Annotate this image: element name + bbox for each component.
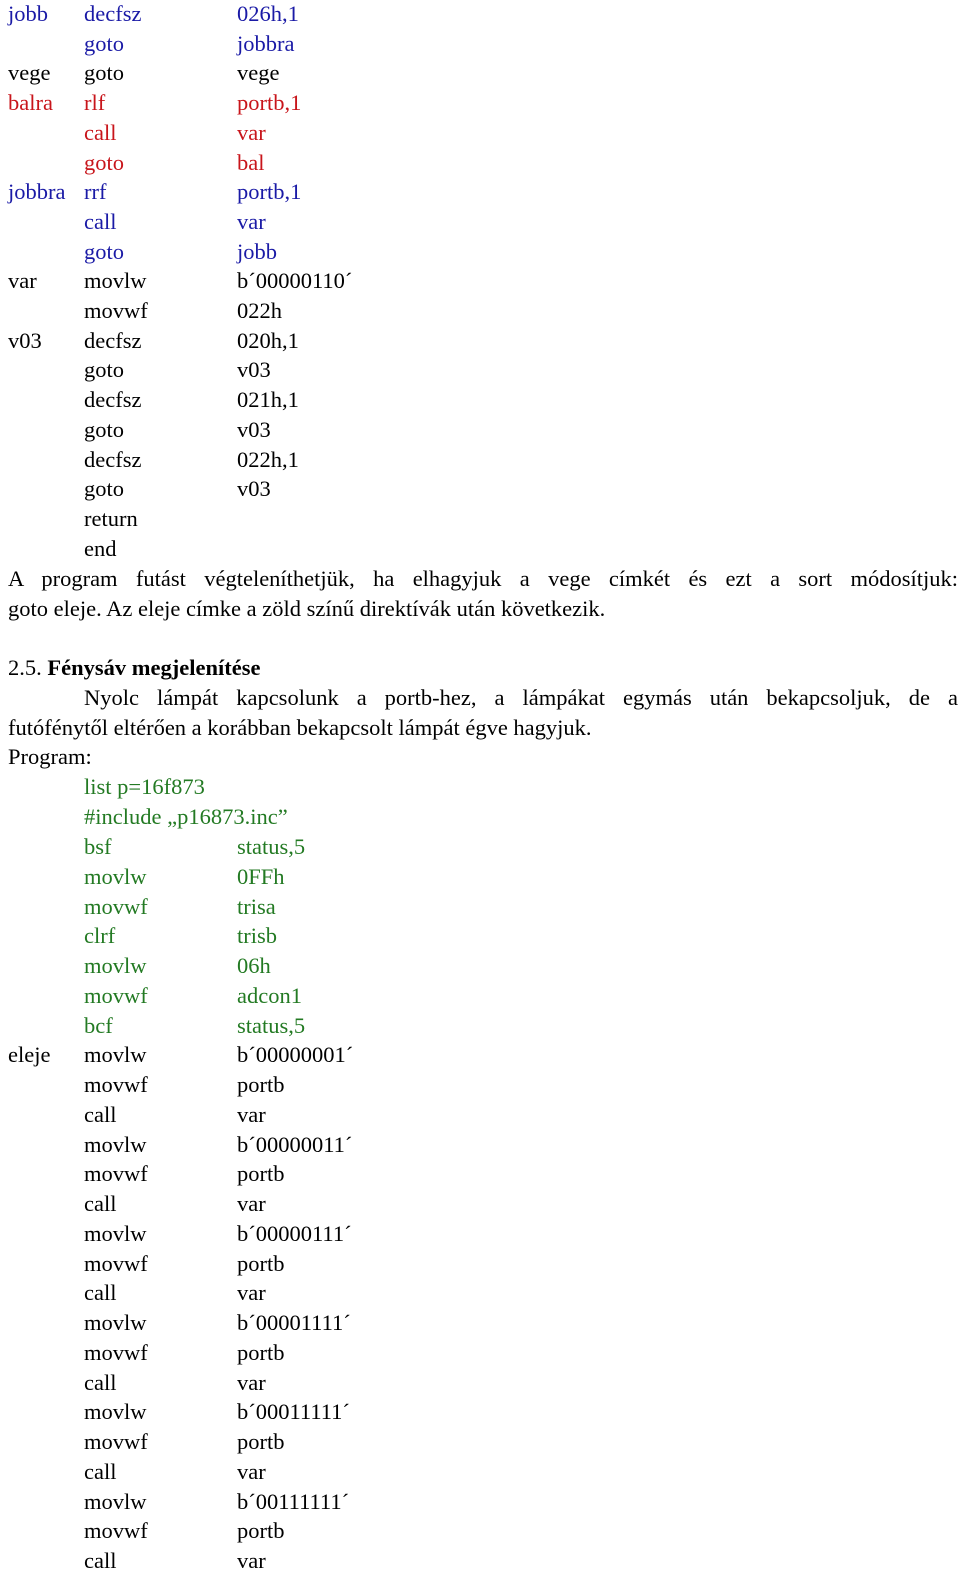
- code-mnemonic: goto: [84, 416, 125, 442]
- code-mnemonic: movwf: [84, 893, 148, 919]
- code-mnemonic: movlw: [84, 1042, 147, 1068]
- code-line: [0, 1040, 960, 1070]
- code-label: v03: [8, 327, 42, 353]
- code-line: [0, 1011, 960, 1041]
- code-line: [0, 832, 960, 862]
- code-line: [0, 921, 960, 951]
- code-mnemonic: decfsz: [84, 1, 142, 26]
- code-line: [0, 415, 960, 445]
- code-operand: 0FFh: [237, 863, 285, 889]
- code-mnemonic: goto: [84, 357, 125, 383]
- code-operand: b´00111111´: [237, 1488, 350, 1514]
- code-operand: status,5: [237, 1012, 306, 1038]
- code-mnemonic: clrf: [84, 923, 116, 949]
- code-operand: portb: [237, 1518, 285, 1544]
- code-mnemonic: call: [84, 208, 117, 234]
- code-line: [0, 1278, 960, 1308]
- paragraph-line: Nyolc lámpát kapcsolunk a portb-hez, a lámpákat egymás után bekapcsoljuk, de a: [84, 685, 958, 710]
- code-operand: b´00000110´: [237, 268, 353, 294]
- code-operand: var: [237, 119, 266, 145]
- code-operand: portb,1: [237, 179, 302, 205]
- code-line: [0, 981, 960, 1011]
- code-mnemonic: movlw: [84, 953, 147, 978]
- code-mnemonic: movlw: [84, 1310, 147, 1335]
- paragraph-line: goto eleje. Az eleje címke a zöld színű direktívák után következik.: [8, 596, 606, 621]
- code-operand: portb: [237, 1072, 285, 1097]
- code-line: [0, 1189, 960, 1219]
- code-line: [0, 1546, 960, 1576]
- code-operand: 020h,1: [237, 327, 299, 353]
- code-line: [0, 237, 960, 267]
- code-operand: var: [237, 1458, 266, 1484]
- paragraph-line: A program futást végteleníthetjük, ha elhagyjuk a vege címkét és ezt a sort módosítjuk:: [8, 566, 958, 591]
- code-mnemonic: call: [84, 1280, 117, 1306]
- section-title: Fénysáv megjelenítése: [47, 655, 261, 680]
- code-line: [0, 951, 960, 981]
- code-line: [0, 207, 960, 237]
- code-mnemonic: call: [84, 1191, 117, 1216]
- code-mnemonic: return: [84, 505, 138, 531]
- code-operand: var: [237, 1548, 266, 1573]
- code-line: [0, 29, 960, 59]
- directive-list: list p=16f873: [84, 774, 205, 799]
- code-operand: v03: [237, 416, 271, 442]
- code-line: [0, 88, 960, 118]
- code-line: [0, 1457, 960, 1487]
- paragraph-line: futófénytől eltérően a korábban bekapcsolt lámpát égve hagyjuk.: [8, 715, 592, 740]
- code-mnemonic: call: [84, 1458, 117, 1484]
- code-operand: b´00000001´: [237, 1042, 354, 1068]
- code-line: [0, 58, 960, 88]
- code-mnemonic: movwf: [84, 1161, 148, 1187]
- code-line: [0, 1130, 960, 1160]
- section-body: [8, 683, 958, 743]
- code-operand: 022h,1: [237, 446, 299, 472]
- code-line: [0, 266, 960, 296]
- code-mnemonic: movwf: [84, 1339, 148, 1365]
- code-operand: b´00011111´: [237, 1399, 350, 1425]
- code-line: [0, 534, 960, 564]
- code-line: [0, 1308, 960, 1338]
- code-operand: v03: [237, 476, 271, 502]
- code-mnemonic: rrf: [84, 179, 107, 205]
- code-operand: status,5: [237, 834, 306, 859]
- code-mnemonic: movwf: [84, 982, 148, 1008]
- section-number: 2.5.: [8, 655, 42, 680]
- code-line: [0, 474, 960, 504]
- code-operand: portb: [237, 1161, 285, 1187]
- code-mnemonic: movwf: [84, 1250, 148, 1276]
- code-mnemonic: movlw: [84, 1220, 147, 1246]
- code-operand: portb: [237, 1339, 285, 1365]
- code-operand: b´00001111´: [237, 1310, 351, 1335]
- code-operand: jobb: [237, 238, 278, 264]
- code-label: jobbra: [8, 179, 66, 205]
- code-operand: 06h: [237, 953, 271, 978]
- code-operand: var: [237, 1280, 266, 1306]
- code-operand: var: [237, 1101, 266, 1127]
- code-line: [0, 504, 960, 534]
- code-operand: vege: [237, 60, 280, 86]
- code-line: [0, 355, 960, 385]
- code-line: [0, 1397, 960, 1427]
- code-line: [0, 1249, 960, 1279]
- code-mnemonic: call: [84, 1369, 117, 1395]
- code-mnemonic: goto: [84, 476, 125, 502]
- code-mnemonic: rlf: [84, 90, 106, 116]
- code-mnemonic: movwf: [84, 1429, 148, 1454]
- code-line: [0, 0, 960, 29]
- code-label: eleje: [8, 1042, 51, 1068]
- code-operand: trisb: [237, 923, 278, 949]
- code-line: [0, 177, 960, 207]
- code-mnemonic: goto: [84, 60, 125, 86]
- code-operand: portb: [237, 1429, 285, 1454]
- code-line: [0, 118, 960, 148]
- code-line: [0, 326, 960, 356]
- code-line: [0, 385, 960, 415]
- code-mnemonic: decfsz: [84, 446, 142, 472]
- code-operand: 022h: [237, 298, 282, 323]
- code-line: [0, 1219, 960, 1249]
- code-operand: portb: [237, 1250, 285, 1276]
- code-line: [0, 1427, 960, 1457]
- code-mnemonic: call: [84, 1548, 117, 1573]
- code-operand: 021h,1: [237, 387, 299, 413]
- code-operand: bal: [237, 149, 265, 175]
- code-mnemonic: decfsz: [84, 327, 142, 353]
- code-line: [0, 1487, 960, 1517]
- code-mnemonic: movlw: [84, 268, 147, 294]
- code-line: [0, 1100, 960, 1130]
- code-mnemonic: movlw: [84, 1131, 147, 1157]
- code-line: [0, 148, 960, 178]
- code-label: balra: [8, 90, 53, 116]
- code-line: [0, 296, 960, 326]
- code-mnemonic: movlw: [84, 1399, 147, 1425]
- code-mnemonic: call: [84, 1101, 117, 1127]
- code-line: [0, 1516, 960, 1546]
- code-operand: portb,1: [237, 90, 302, 116]
- code-operand: var: [237, 208, 266, 234]
- code-line: [0, 1159, 960, 1189]
- code-operand: var: [237, 1369, 266, 1395]
- code-line: [0, 1338, 960, 1368]
- code-operand: adcon1: [237, 982, 302, 1008]
- code-operand: v03: [237, 357, 271, 383]
- code-label: var: [8, 268, 37, 294]
- code-operand: jobbra: [237, 30, 295, 56]
- code-mnemonic: movlw: [84, 1488, 147, 1514]
- code-line: [0, 445, 960, 475]
- code-operand: b´00000111´: [237, 1220, 352, 1246]
- directive-include: #include „p16873.inc”: [84, 804, 288, 829]
- code-mnemonic: bcf: [84, 1012, 113, 1038]
- code-operand: trisa: [237, 893, 276, 919]
- code-mnemonic: movwf: [84, 298, 148, 323]
- code-mnemonic: goto: [84, 238, 125, 264]
- code-mnemonic: movwf: [84, 1518, 148, 1544]
- code-mnemonic: end: [84, 535, 117, 561]
- code-label: vege: [8, 60, 51, 86]
- code-operand: b´00000011´: [237, 1131, 353, 1157]
- code-mnemonic: decfsz: [84, 387, 142, 413]
- code-mnemonic: call: [84, 119, 117, 145]
- code-line: [0, 862, 960, 892]
- code-operand: var: [237, 1191, 266, 1216]
- code-line: [0, 892, 960, 922]
- code-mnemonic: bsf: [84, 834, 112, 859]
- paragraph-infinite-loop: [8, 564, 958, 624]
- section-heading: [8, 653, 260, 683]
- code-mnemonic: goto: [84, 149, 125, 175]
- code-label: jobb: [8, 1, 49, 26]
- code-mnemonic: goto: [84, 30, 125, 56]
- code-mnemonic: movwf: [84, 1072, 148, 1097]
- code-operand: 026h,1: [237, 1, 299, 26]
- code-line: [0, 1368, 960, 1398]
- program-label: Program:: [8, 744, 92, 769]
- code-line: [0, 1070, 960, 1100]
- code-mnemonic: movlw: [84, 863, 147, 889]
